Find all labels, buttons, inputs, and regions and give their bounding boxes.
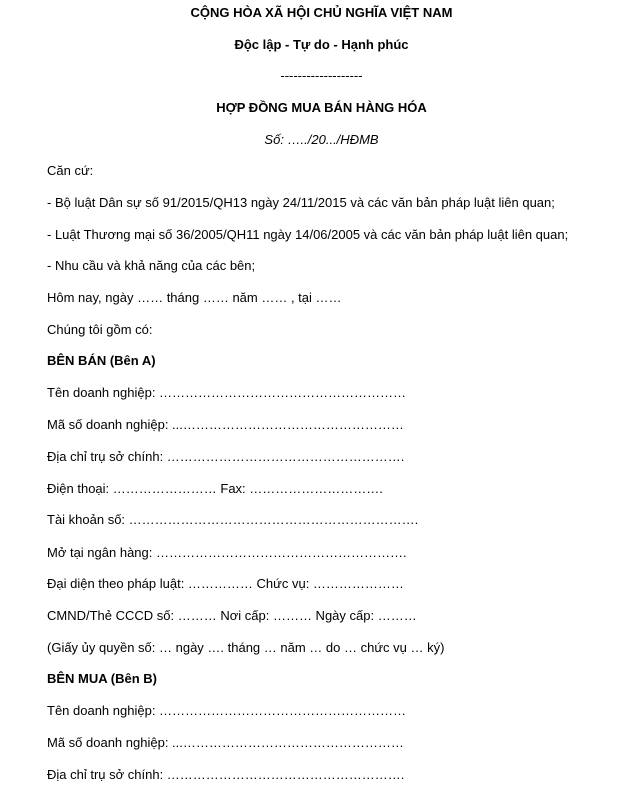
buyer-address: Địa chỉ trụ sở chính: ………………………………………………. [47,767,405,782]
nation-heading: CỘNG HÒA XÃ HỘI CHỦ NGHĨA VIỆT NAM [190,5,453,20]
seller-address: Địa chỉ trụ sở chính: ………………………………………………. [47,449,405,464]
buyer-tax-code: Mã số doanh nghiệp: ...…………………………………………… [47,735,404,750]
buyer-heading: BÊN MUA (Bên B) [47,671,158,686]
header-separator: ------------------- [280,68,363,83]
motto-heading: Độc lập - Tự do - Hạnh phúc [234,37,409,52]
parties-intro: Chúng tôi gồm có: [47,322,153,337]
basis-item-needs: - Nhu cầu và khả năng của các bên; [47,258,256,273]
seller-account: Tài khoản số: …………………………………………………………. [47,512,419,527]
seller-company-name: Tên doanh nghiệp: ………………………………………………… [47,385,407,400]
contract-title: HỢP ĐỒNG MUA BÁN HÀNG HÓA [216,100,427,115]
seller-authorization: (Giấy ủy quyền số: … ngày …. tháng … năm … do … chức vụ … ký) [47,640,445,655]
basis-item-commercial-law: - Luật Thương mại số 36/2005/QH11 ngày 14/06/2005 và các văn bản pháp luật liên quan; [47,227,569,242]
date-place-line: Hôm nay, ngày …… tháng …… năm …… , tại …… [47,290,342,305]
seller-bank: Mở tại ngân hàng: …………………………………………………. [47,545,407,560]
seller-id-card: CMND/Thẻ CCCD số: ……… Nơi cấp: ……… Ngày cấp: ……… [47,608,417,623]
seller-heading: BÊN BÁN (Bên A) [47,353,156,368]
basis-item-civil-code: - Bộ luật Dân sự số 91/2015/QH13 ngày 24/11/2015 và các văn bản pháp luật liên quan; [47,195,555,210]
seller-phone-fax: Điện thoại: …………………… Fax: …………………………. [47,481,383,496]
seller-representative: Đại diện theo pháp luật: …………… Chức vụ: ………………… [47,576,404,591]
seller-tax-code: Mã số doanh nghiệp: ...…………………………………………… [47,417,404,432]
buyer-company-name: Tên doanh nghiệp: ………………………………………………… [47,703,407,718]
contract-number: Số: …../20.../HĐMB [264,132,379,147]
basis-intro: Căn cứ: [47,163,94,178]
